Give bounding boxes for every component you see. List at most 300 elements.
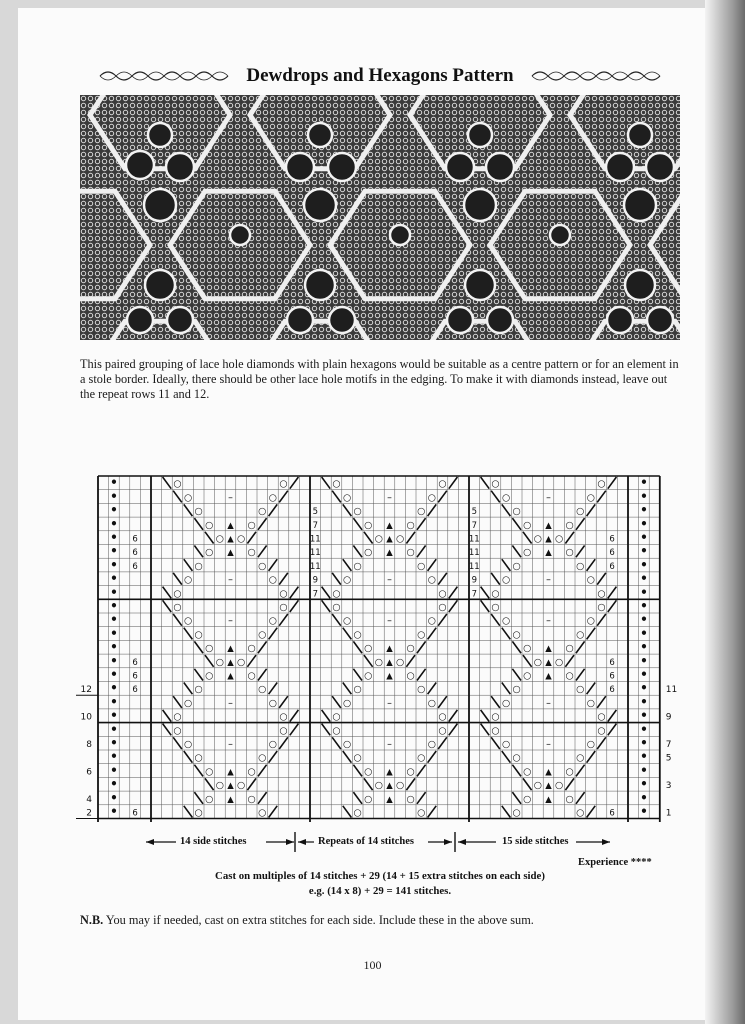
edge-bullet: • [640, 598, 648, 613]
decrease-mark [565, 655, 574, 667]
edge-bullet: • [640, 530, 648, 545]
edge-bullet: • [110, 763, 118, 778]
purl-mark: – [228, 574, 233, 586]
decrease-mark [163, 477, 172, 489]
yarn-over: ○ [364, 793, 373, 805]
edge-bullet: • [110, 708, 118, 723]
stitch-count: 7 [471, 589, 478, 600]
decrease-mark [343, 628, 352, 640]
yarn-over: ○ [353, 684, 362, 696]
decrease-mark [173, 573, 182, 585]
decrease-mark [406, 778, 415, 790]
stitch-count: 6 [132, 657, 138, 668]
decrease-mark [184, 806, 193, 818]
yarn-over: ○ [353, 560, 362, 572]
decrease-mark [576, 792, 585, 804]
decrease-mark [502, 559, 511, 571]
page-number: 100 [363, 958, 382, 972]
yarn-over: ○ [258, 752, 267, 764]
decrease-mark [576, 641, 585, 653]
yarn-over: ○ [215, 533, 225, 545]
edge-bullet: • [640, 653, 648, 668]
decrease-mark [587, 559, 596, 571]
yarn-over: ○ [183, 492, 193, 504]
edge-bullet: • [640, 503, 648, 518]
decrease-mark [290, 724, 299, 736]
yarn-over: ○ [512, 752, 521, 764]
edge-bullet: • [110, 612, 118, 627]
stitch-count: 6 [132, 808, 138, 819]
decrease-mark [258, 546, 267, 558]
decrease-mark [417, 546, 426, 558]
edge-bullet: • [110, 516, 118, 531]
stitch-count: 6 [609, 657, 615, 668]
yarn-over: ○ [586, 492, 596, 504]
yarn-over: ○ [364, 643, 373, 655]
title-row [80, 64, 680, 88]
knitting-chart [76, 470, 680, 822]
yarn-over: ○ [205, 766, 214, 778]
cast-on-line-2: e.g. (14 x 8) + 29 = 141 stitches. [308, 885, 452, 897]
yarn-over: ○ [501, 574, 511, 586]
row-number-left: 12 [80, 685, 92, 696]
edge-bullet: • [640, 694, 648, 709]
yarn-over: ○ [194, 629, 203, 641]
decrease-mark [194, 518, 203, 530]
yarn-over: ○ [417, 629, 426, 641]
yarn-over: ○ [406, 793, 415, 805]
yarn-over: ○ [597, 601, 606, 613]
stitch-count: 6 [609, 808, 615, 819]
decrease-mark [247, 655, 256, 667]
yarn-over: ○ [512, 560, 521, 572]
yarn-over: ○ [332, 588, 341, 600]
decrease-mark [417, 669, 426, 681]
double-decrease: ▲ [227, 534, 234, 545]
decrease-mark [247, 532, 256, 544]
edge-bullet: • [640, 777, 648, 792]
side-stitches-left-label: 14 side stitches [180, 836, 247, 847]
decrease-mark [597, 573, 606, 585]
right-ornament-icon [522, 68, 662, 84]
decrease-mark [417, 792, 426, 804]
decrease-mark [449, 724, 458, 736]
purl-mark: – [546, 738, 551, 750]
yarn-over: ○ [501, 615, 511, 627]
decrease-mark [417, 641, 426, 653]
yarn-over: ○ [279, 725, 288, 737]
yarn-over: ○ [417, 506, 426, 518]
purl-mark: – [228, 697, 233, 709]
decrease-mark [184, 628, 193, 640]
yarn-over: ○ [364, 766, 373, 778]
decrease-mark [269, 806, 278, 818]
yarn-over: ○ [364, 547, 373, 559]
decrease-mark [269, 683, 278, 695]
edge-bullet: • [110, 489, 118, 504]
edge-bullet: • [110, 735, 118, 750]
stitch-count: 6 [132, 561, 138, 572]
edge-bullet: • [110, 571, 118, 586]
yarn-over: ○ [353, 752, 362, 764]
decrease-mark [279, 737, 288, 749]
yarn-over: ○ [268, 615, 278, 627]
yarn-over: ○ [395, 533, 405, 545]
yarn-over: ○ [565, 547, 574, 559]
stitch-count: 9 [312, 575, 319, 586]
yarn-over: ○ [427, 697, 437, 709]
edge-bullet: • [640, 708, 648, 723]
edge-bullet: • [640, 722, 648, 737]
page-title: Dewdrops and Hexagons Pattern [246, 65, 514, 86]
yarn-over: ○ [417, 752, 426, 764]
yarn-over: ○ [332, 478, 341, 490]
yarn-over: ○ [236, 780, 246, 792]
decrease-mark [279, 696, 288, 708]
double-decrease: ▲ [545, 794, 552, 805]
decrease-mark [194, 765, 203, 777]
decrease-mark [576, 765, 585, 777]
double-decrease: ▲ [545, 548, 552, 559]
yarn-over: ○ [215, 780, 225, 792]
yarn-over: ○ [523, 793, 532, 805]
yarn-over: ○ [576, 684, 585, 696]
decrease-mark [502, 504, 511, 516]
yarn-over: ○ [395, 780, 405, 792]
yarn-over: ○ [342, 574, 352, 586]
yarn-over: ○ [554, 780, 564, 792]
repeats-label: Repeats of 14 stitches [318, 836, 414, 847]
yarn-over: ○ [258, 506, 267, 518]
decrease-mark [322, 600, 331, 612]
decrease-mark [512, 765, 521, 777]
row-number-right: 7 [665, 739, 672, 750]
purl-mark: – [387, 738, 392, 750]
double-decrease: ▲ [386, 644, 393, 655]
decrease-mark [332, 573, 341, 585]
yarn-over: ○ [205, 547, 214, 559]
edge-bullet: • [110, 667, 118, 682]
decrease-mark [481, 600, 490, 612]
decrease-mark [438, 696, 447, 708]
decrease-mark [364, 532, 373, 544]
yarn-over: ○ [205, 670, 214, 682]
note-prefix: N.B. [80, 913, 104, 927]
yarn-over: ○ [406, 670, 415, 682]
double-decrease: ▲ [386, 671, 393, 682]
yarn-over: ○ [194, 752, 203, 764]
decrease-mark [163, 724, 172, 736]
edge-bullet: • [110, 475, 118, 490]
decrease-mark [512, 792, 521, 804]
experience-label: Experience [578, 857, 629, 868]
stitch-count: 6 [132, 534, 138, 545]
yarn-over: ○ [597, 725, 606, 737]
decrease-mark [173, 696, 182, 708]
double-decrease: ▲ [386, 520, 393, 531]
double-decrease: ▲ [545, 781, 552, 792]
cast-on-instructions [80, 869, 680, 899]
decrease-mark [258, 792, 267, 804]
edge-bullet: • [110, 722, 118, 737]
purl-mark: – [546, 574, 551, 586]
decrease-mark [417, 765, 426, 777]
yarn-over: ○ [194, 684, 203, 696]
yarn-over: ○ [268, 574, 278, 586]
double-decrease: ▲ [386, 534, 393, 545]
stitch-count: 5 [312, 507, 319, 518]
yarn-over: ○ [491, 601, 500, 613]
decrease-mark [438, 573, 447, 585]
decrease-mark [512, 546, 521, 558]
purl-mark: – [228, 738, 233, 750]
decrease-mark [194, 641, 203, 653]
edge-bullet: • [110, 585, 118, 600]
decrease-mark [184, 683, 193, 695]
yarn-over: ○ [533, 780, 543, 792]
decrease-mark [428, 559, 437, 571]
yarn-over: ○ [417, 560, 426, 572]
edge-bullet: • [640, 626, 648, 641]
decrease-mark [608, 477, 617, 489]
yarn-over: ○ [279, 478, 288, 490]
yarn-over: ○ [533, 656, 543, 668]
decrease-mark [322, 710, 331, 722]
yarn-over: ○ [501, 697, 511, 709]
double-decrease: ▲ [545, 520, 552, 531]
yarn-over: ○ [417, 684, 426, 696]
yarn-over: ○ [395, 656, 405, 668]
purl-mark: – [387, 697, 392, 709]
decrease-mark [481, 477, 490, 489]
stitch-count: 7 [312, 520, 319, 531]
experience-stars: **** [630, 857, 652, 868]
yarn-over: ○ [491, 588, 500, 600]
yarn-over: ○ [247, 766, 256, 778]
cast-on-line-1: Cast on multiples of 14 stitches + 29 (14 + 15 extra stitches on each side) [215, 870, 545, 882]
yarn-over: ○ [173, 725, 182, 737]
stitch-count: 6 [132, 671, 138, 682]
decrease-mark [565, 778, 574, 790]
yarn-over: ○ [247, 547, 256, 559]
decrease-mark [290, 600, 299, 612]
decrease-mark [353, 792, 362, 804]
yarn-over: ○ [258, 807, 267, 819]
stitch-count: 11 [468, 561, 480, 572]
purl-mark: – [387, 492, 392, 504]
decrease-mark [332, 737, 341, 749]
left-ornament-icon [98, 68, 238, 84]
yarn-over: ○ [512, 684, 521, 696]
yarn-over: ○ [406, 766, 415, 778]
decrease-mark [173, 491, 182, 503]
decrease-mark [608, 724, 617, 736]
decrease-mark [184, 751, 193, 763]
double-decrease: ▲ [545, 534, 552, 545]
yarn-over: ○ [279, 588, 288, 600]
yarn-over: ○ [565, 670, 574, 682]
edge-bullet: • [640, 489, 648, 504]
decrease-mark [194, 669, 203, 681]
decrease-mark [587, 751, 596, 763]
lace-photo [80, 95, 680, 340]
yarn-over: ○ [205, 519, 214, 531]
edge-bullet: • [640, 804, 648, 819]
decrease-mark [428, 504, 437, 516]
edge-bullet: • [640, 612, 648, 627]
decrease-mark [491, 696, 500, 708]
yarn-over: ○ [183, 738, 193, 750]
purl-mark: – [228, 615, 233, 627]
decrease-mark [597, 696, 606, 708]
decrease-mark [449, 710, 458, 722]
yarn-over: ○ [576, 807, 585, 819]
decrease-mark [163, 587, 172, 599]
decrease-mark [343, 559, 352, 571]
double-decrease: ▲ [227, 767, 234, 778]
yarn-over: ○ [512, 629, 521, 641]
yarn-over: ○ [491, 711, 500, 723]
decrease-mark [438, 737, 447, 749]
yarn-over: ○ [491, 725, 500, 737]
decrease-mark [184, 559, 193, 571]
yarn-over: ○ [586, 615, 596, 627]
yarn-over: ○ [576, 506, 585, 518]
decrease-mark [491, 614, 500, 626]
yarn-over: ○ [501, 492, 511, 504]
yarn-over: ○ [247, 670, 256, 682]
yarn-over: ○ [406, 519, 415, 531]
decrease-mark [163, 600, 172, 612]
stitch-labels [76, 832, 680, 852]
decrease-mark [194, 546, 203, 558]
decrease-mark [353, 518, 362, 530]
decrease-mark [608, 710, 617, 722]
decrease-mark [406, 655, 415, 667]
yarn-over: ○ [565, 643, 574, 655]
decrease-mark [269, 628, 278, 640]
decrease-mark [353, 669, 362, 681]
edge-bullet: • [110, 626, 118, 641]
book-spine-shadow [705, 0, 745, 1024]
decrease-mark [512, 641, 521, 653]
double-decrease: ▲ [386, 767, 393, 778]
yarn-over: ○ [597, 588, 606, 600]
decrease-mark [502, 806, 511, 818]
decrease-mark [491, 491, 500, 503]
decrease-mark [512, 518, 521, 530]
yarn-over: ○ [342, 697, 352, 709]
yarn-over: ○ [332, 601, 341, 613]
decrease-mark [428, 806, 437, 818]
row-number-right: 11 [665, 685, 678, 696]
edge-bullet: • [640, 681, 648, 696]
decrease-mark [343, 683, 352, 695]
double-decrease: ▲ [227, 548, 234, 559]
edge-bullet: • [110, 694, 118, 709]
edge-bullet: • [640, 763, 648, 778]
yarn-over: ○ [342, 492, 352, 504]
yarn-over: ○ [576, 560, 585, 572]
decrease-mark [322, 477, 331, 489]
description: This paired grouping of lace hole diamonds with plain hexagons would be suitable as a centre pattern or for an element in a stole border. Ideally, there should be other lace hole motifs in the edging. To make it with diamonds instead, leave out the repeat rows 11 and 12. [80, 357, 679, 401]
yarn-over: ○ [364, 670, 373, 682]
yarn-over: ○ [565, 519, 574, 531]
edge-bullet: • [640, 749, 648, 764]
double-decrease: ▲ [227, 520, 234, 531]
experience-rating [578, 857, 652, 868]
decrease-mark [438, 614, 447, 626]
stitch-count: 6 [132, 685, 138, 696]
yarn-over: ○ [374, 533, 384, 545]
yarn-over: ○ [554, 533, 564, 545]
decrease-mark [523, 655, 532, 667]
decrease-mark [173, 614, 182, 626]
decrease-mark [502, 683, 511, 695]
decrease-mark [449, 600, 458, 612]
yarn-over: ○ [417, 807, 426, 819]
row-number-left: 6 [86, 767, 92, 778]
yarn-over: ○ [258, 684, 267, 696]
yarn-over: ○ [438, 725, 447, 737]
double-decrease: ▲ [545, 644, 552, 655]
yarn-over: ○ [205, 643, 214, 655]
yarn-over: ○ [353, 807, 362, 819]
edge-bullet: • [640, 640, 648, 655]
stitch-count: 7 [471, 520, 478, 531]
edge-bullet: • [110, 749, 118, 764]
stitch-count: 6 [609, 561, 615, 572]
edge-bullet: • [110, 804, 118, 819]
yarn-over: ○ [523, 670, 532, 682]
stitch-count: 6 [609, 671, 615, 682]
yarn-over: ○ [554, 656, 564, 668]
double-decrease: ▲ [545, 767, 552, 778]
yarn-over: ○ [268, 492, 278, 504]
decrease-mark [290, 710, 299, 722]
decrease-mark [597, 491, 606, 503]
yarn-over: ○ [491, 478, 500, 490]
decrease-mark [364, 778, 373, 790]
double-decrease: ▲ [545, 671, 552, 682]
edge-bullet: • [110, 544, 118, 559]
decrease-mark [343, 806, 352, 818]
yarn-over: ○ [374, 780, 384, 792]
yarn-over: ○ [406, 643, 415, 655]
edge-bullet: • [640, 571, 648, 586]
decrease-mark [332, 614, 341, 626]
double-decrease: ▲ [545, 657, 552, 668]
purl-mark: – [546, 697, 551, 709]
side-stitches-right-label: 15 side stitches [502, 836, 569, 847]
row-number-left: 2 [86, 808, 92, 819]
yarn-over: ○ [279, 601, 288, 613]
decrease-mark [449, 587, 458, 599]
edge-bullet: • [640, 516, 648, 531]
row-number-left: 8 [86, 739, 92, 750]
edge-bullet: • [110, 653, 118, 668]
decrease-mark [608, 600, 617, 612]
stitch-count: 6 [609, 548, 615, 559]
double-decrease: ▲ [227, 657, 234, 668]
yarn-over: ○ [565, 766, 574, 778]
decrease-mark [258, 669, 267, 681]
decrease-mark [322, 587, 331, 599]
decrease-mark [173, 737, 182, 749]
yarn-over: ○ [194, 560, 203, 572]
decrease-mark [258, 765, 267, 777]
yarn-over: ○ [183, 697, 193, 709]
